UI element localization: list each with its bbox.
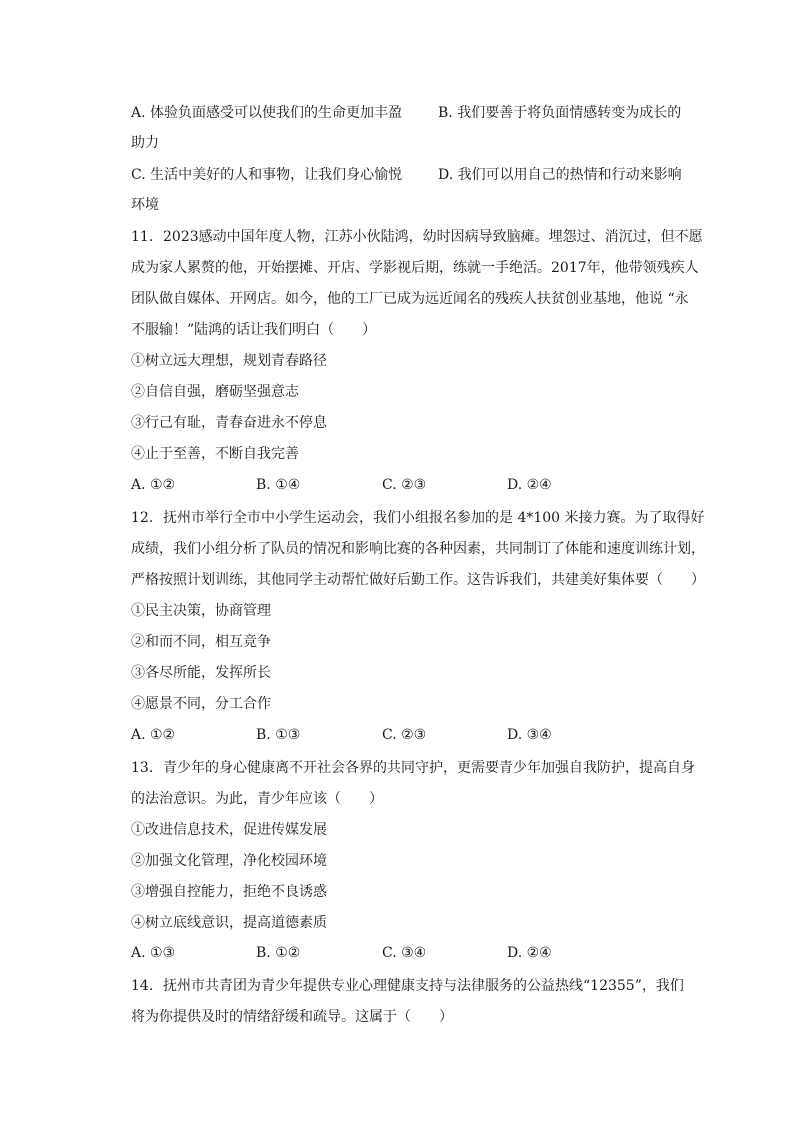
q14-stem-line-2: [131, 1007, 453, 1027]
q12-item-2-text: ②和而不同，相互竞争: [131, 634, 271, 650]
q12-choice-d: D. ③④: [507, 727, 552, 743]
q13-number: 13.: [131, 760, 154, 776]
q13-item-3: [131, 882, 327, 902]
q10-option-b: [438, 102, 681, 122]
q11-stem-text-3: 团队做自媒体、开网店。如今，他的工厂已成为远近闻名的残疾人扶贫创业基地，他说 “永: [131, 291, 689, 307]
q14-number: 14.: [131, 978, 154, 994]
q13-choice-d: D. ②④: [507, 945, 552, 961]
q12-item-1-text: ①民主决策，协商管理: [131, 603, 271, 619]
q10-option-a-text: A. 体验负面感受可以使我们的生命更加丰盈: [131, 105, 403, 121]
q11-item-4-text: ④止于至善，不断自我完善: [131, 446, 299, 462]
q11-item-3: [131, 413, 327, 433]
q14-stem-text-2: 将为你提供及时的情绪舒缓和疏导。这属于（ ）: [131, 1009, 453, 1025]
q12-number: 12.: [131, 510, 154, 526]
q11-choice-c: C. ②③: [382, 477, 427, 493]
q10-option-d: [438, 164, 682, 184]
q12-item-4: [131, 694, 271, 714]
q13-item-2-text: ②加强文化管理，净化校园环境: [131, 853, 327, 869]
q14-stem-line-1: [131, 976, 684, 996]
q10-option-c: [131, 164, 402, 184]
q12-stem-text-2: 成绩，我们小组分析了队员的情况和影响比赛的各种因素，共同制订了体能和速度训练计划，: [131, 541, 705, 557]
q13-stem-line-2: [131, 789, 383, 809]
q11-stem-text-2: 成为家人累赘的他，开始摆摊、开店、学影视后期，练就一手绝活。2017年，他带领残疾人: [131, 260, 699, 276]
q13-stem-text-1: 青少年的身心健康离不开社会各界的共同守护，更需要青少年加强自我防护，提高自身: [163, 760, 695, 776]
q12-item-1: [131, 601, 271, 621]
q11-stem-text-1: 2023感动中国年度人物，江苏小伙陆鸿，幼时因病导致脑瘫。埋怨过、消沉过，但不愿: [163, 229, 703, 245]
q12-stem-line-3: [131, 570, 705, 590]
q13-choice-a: A. ①③: [131, 945, 176, 961]
q13-item-1-text: ①改进信息技术，促进传媒发展: [131, 822, 327, 838]
q12-choice-c: C. ②③: [382, 727, 427, 743]
q12-item-3: [131, 663, 271, 683]
q10-option-b-cont-text: 助力: [131, 135, 159, 151]
q10-option-b-cont: [131, 133, 159, 153]
q13-item-4-text: ④树立底线意识，提高道德素质: [131, 915, 327, 931]
q10-option-c-text: C. 生活中美好的人和事物，让我们身心愉悦: [131, 167, 403, 183]
q10-option-d-text: D. 我们可以用自己的热情和行动来影响: [438, 167, 682, 183]
q12-stem-text-3: 严格按照计划训练，其他同学主动帮忙做好后勤工作。这告诉我们，共建美好集体要（ ）: [131, 572, 705, 588]
q13-stem-text-2: 的法治意识。为此，青少年应该（ ）: [131, 791, 383, 807]
q13-choice-c: C. ③④: [382, 945, 427, 961]
q11-stem-line-1: [131, 227, 703, 247]
q11-stem-line-3: [131, 289, 689, 309]
q11-choice-d: D. ②④: [507, 477, 552, 493]
q11-item-3-text: ③行己有耻，青春奋进永不停息: [131, 415, 327, 431]
q14-stem-text-1: 抚州市共青团为青少年提供专业心理健康支持与法律服务的公益热线“12355”，我们: [163, 978, 684, 994]
q13-item-1: [131, 820, 327, 840]
q12-item-3-text: ③各尽所能，发挥所长: [131, 665, 271, 681]
q11-item-2-text: ②自信自强，磨砺坚强意志: [131, 384, 299, 400]
q10-option-b-text: B. 我们要善于将负面情感转变为成长的: [438, 105, 682, 121]
q10-option-a: [131, 102, 402, 122]
q12-choice-a: A. ①②: [131, 727, 176, 743]
q12-item-4-text: ④愿景不同，分工合作: [131, 696, 271, 712]
q13-item-3-text: ③增强自控能力，拒绝不良诱惑: [131, 884, 327, 900]
q12-stem-line-1: [131, 508, 705, 528]
q11-number: 11.: [131, 229, 154, 245]
q13-stem-line-1: [131, 758, 695, 778]
q11-stem-text-4: 不服输！”陆鸿的话让我们明白（ ）: [131, 322, 377, 338]
q10-option-d-cont: [131, 195, 159, 215]
q11-item-1-text: ①树立远大理想，规划青春路径: [131, 353, 327, 369]
q13-item-4: [131, 913, 327, 933]
q11-choice-b: B. ①④: [256, 477, 301, 493]
q13-choice-b: B. ①②: [256, 945, 301, 961]
q13-item-2: [131, 851, 327, 871]
q11-item-2: [131, 382, 299, 402]
q10-option-d-cont-text: 环境: [131, 197, 159, 213]
q11-choice-a: A. ①②: [131, 477, 176, 493]
q11-item-4: [131, 444, 299, 464]
q12-choice-b: B. ①③: [256, 727, 301, 743]
q12-stem-line-2: [131, 539, 705, 559]
q11-stem-line-4: [131, 320, 376, 340]
q11-stem-line-2: [131, 258, 699, 278]
q11-item-1: [131, 351, 327, 371]
q12-stem-text-1: 抚州市举行全市中小学生运动会，我们小组报名参加的是 4*100 米接力赛。为了取得好: [163, 510, 705, 526]
q12-item-2: [131, 632, 271, 652]
